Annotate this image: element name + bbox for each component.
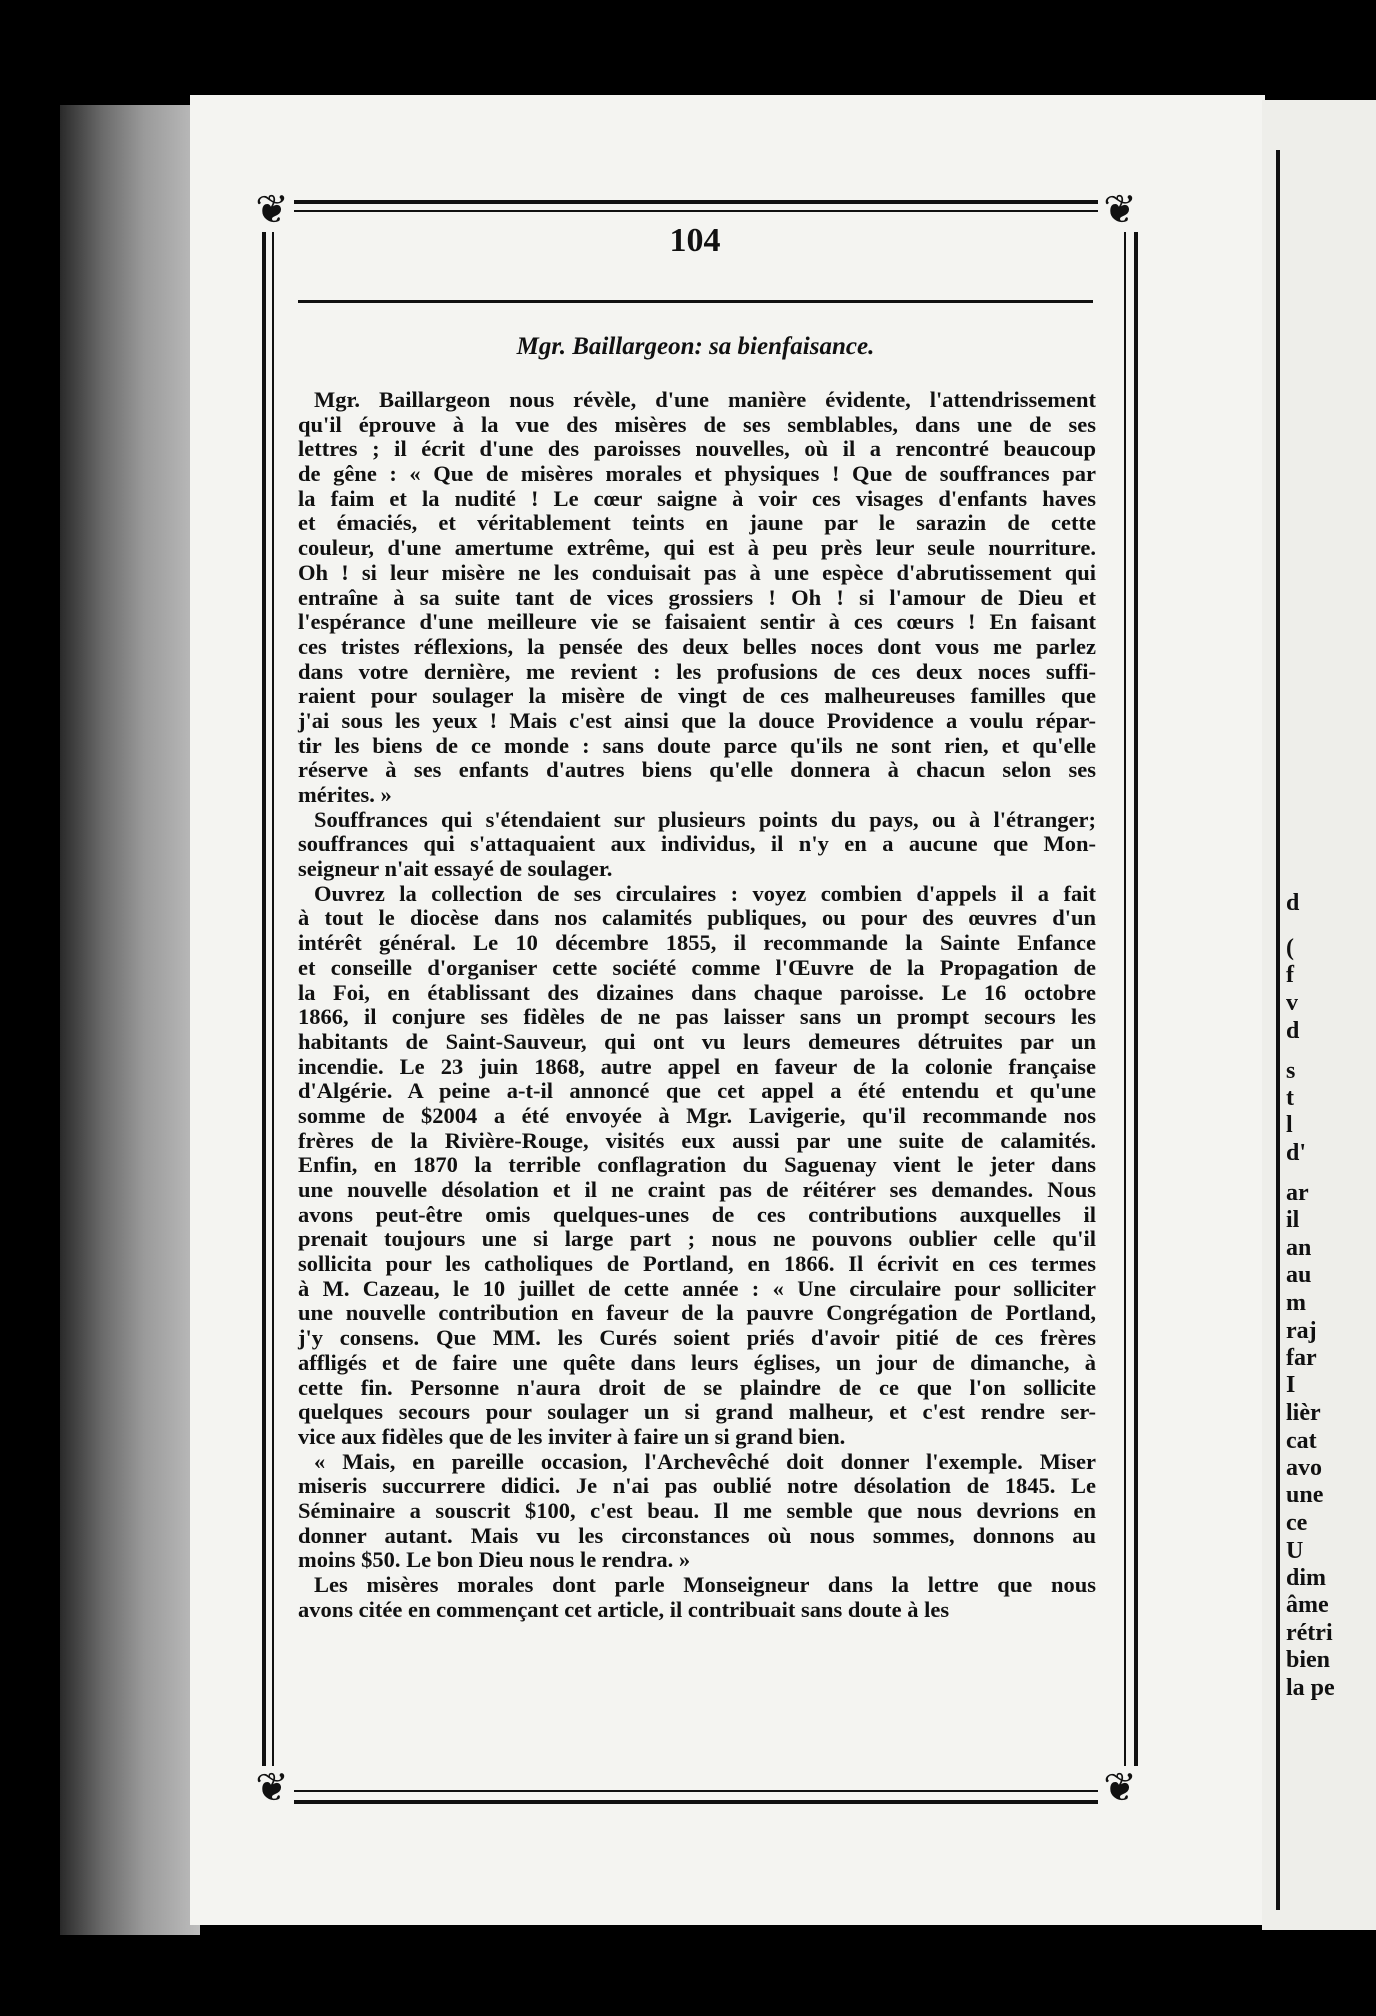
text-line: mérites. » (298, 782, 392, 807)
text-line: Séminaire a souscrit $100, c'est beau. Il me semble que nous devrions en (298, 1497, 1096, 1523)
text-line: la faim et la nudité ! Le cœur saigne à voir ces visages d'enfants haves (298, 485, 1096, 511)
text-line: j'y consens. Que MM. les Curés soient priés d'avoir pitié de ces frères (298, 1325, 1096, 1351)
next-page-text-fragment: s (1286, 1058, 1296, 1084)
text-line: somme de $2004 a été envoyée à Mgr. Lavigerie, qu'il recommande nos (298, 1102, 1096, 1128)
text-line: sollicita pour les catholiques de Portland, en 1866. Il écrivit en ces termes (298, 1251, 1096, 1277)
text-line: tir les biens de ce monde : sans doute parce qu'ils ne sont rien, et qu'elle (298, 732, 1096, 758)
next-page-text-fragment: une (1286, 1482, 1324, 1508)
next-page-text-fragment: U (1286, 1538, 1304, 1564)
text-line: et émaciés, et véritablement teints en jaune par le sarazin de cette (298, 510, 1096, 536)
text-line: couleur, d'une amertume extrême, qui est à peu près leur seule nourriture. (298, 535, 1096, 561)
text-line: une nouvelle contribution en faveur de la pauvre Congrégation de Portland, (298, 1300, 1096, 1326)
text-line: Mgr. Baillargeon nous révèle, d'une manière évidente, l'attendrissement (314, 387, 1096, 412)
next-page-text-fragment: au (1286, 1262, 1312, 1288)
text-line: j'ai sous les yeux ! Mais c'est ainsi que la douce Providence a voulu répar- (298, 707, 1096, 733)
text-line: vice aux fidèles que de les inviter à faire un si grand bien. (298, 1423, 846, 1449)
text-line: intérêt général. Le 10 décembre 1855, il recommande la Sainte Enfance (298, 930, 1096, 956)
text-line: à tout le diocèse dans nos calamités publiques, ou pour des œuvres d'un (298, 905, 1096, 931)
text-line: ces tristes réflexions, la pensée des deux belles noces dont vous me parlez (298, 633, 1096, 659)
text-line: à M. Cazeau, le 10 juillet de cette année : « Une circulaire pour solliciter (298, 1275, 1096, 1301)
text-line: une nouvelle désolation et il ne craint pas de réitérer ses demandes. Nous (298, 1177, 1096, 1202)
corner-ornament-bottom-right: ❦ (1098, 1766, 1142, 1810)
next-page-text-fragment: far (1286, 1345, 1317, 1371)
text-line: dans votre dernière, me revient : les profusions de ces deux noces suffi- (298, 658, 1096, 684)
text-line: affligés et de faire une quête dans leurs églises, un jour de dimanche, à (298, 1349, 1096, 1375)
text-line: l'espérance d'une meilleure vie se faisaient sentir à ces cœurs ! En faisant (298, 609, 1096, 635)
next-page-text-fragment: il (1286, 1207, 1300, 1233)
section-title: Mgr. Baillargeon: sa bienfaisance. (516, 333, 875, 360)
next-page-text-fragment: v (1286, 990, 1298, 1016)
next-page-text-fragment: m (1286, 1290, 1306, 1316)
page-number: 104 (669, 222, 721, 259)
next-page-text-fragment: rétri (1286, 1620, 1333, 1646)
text-line: donner autant. Mais vu les circonstances où nous sommes, donnons au (298, 1522, 1096, 1548)
text-line: la Foi, en établissant des dizaines dans chaque paroisse. Le 16 octobre (298, 979, 1096, 1005)
next-page-text-fragment: avo (1286, 1455, 1322, 1481)
text-line: seigneur n'ait essayé de soulager. (298, 856, 613, 882)
text-line: prenait toujours une si large part ; nous ne pouvons oublier celle qu'il (298, 1226, 1096, 1252)
body-text (298, 388, 1096, 1622)
text-line: moins $50. Le bon Dieu nous le rendra. » (298, 1547, 691, 1573)
next-page-text-fragment: I (1286, 1372, 1296, 1398)
text-line: Les misères morales dont parle Monseigneur dans la lettre que nous (314, 1572, 1096, 1597)
text-line: d'Algérie. A peine a-t-il annoncé que cet appel a été entendu et qu'une (298, 1078, 1096, 1104)
text-line: de gêne : « Que de misères morales et physiques ! Que de souffrances par (298, 461, 1096, 487)
next-page-text-fragment: raj (1286, 1318, 1317, 1344)
text-line: qu'il éprouve à la vue des misères de ses semblables, dans une de ses (298, 411, 1096, 437)
next-page-text-fragment: l (1286, 1112, 1293, 1138)
text-line: habitants de Saint-Sauveur, qui ont vu leurs demeures détruites par un (298, 1028, 1096, 1054)
text-line: miseris succurrere didici. Je n'ai pas oublié notre désolation de 1845. Le (298, 1473, 1096, 1499)
text-line: quelques secours pour soulager un si grand malheur, et c'est rendre ser- (298, 1399, 1096, 1425)
text-line: cette fin. Personne n'aura droit de se plaindre de ce que l'on sollicite (298, 1374, 1096, 1400)
next-page-text-fragment: lièr (1286, 1400, 1321, 1426)
text-line: frères de la Rivière-Rouge, visités eux aussi par une suite de calamités. (298, 1127, 1096, 1153)
text-line: avons citée en commençant cet article, il contribuait sans doute à les (298, 1596, 950, 1622)
next-page-text-fragment: ( (1286, 935, 1294, 961)
text-line: « Mais, en pareille occasion, l'Archevêché doit donner l'exemple. Miser (314, 1448, 1096, 1474)
text-line: Ouvrez la collection de ses circulaires : voyez combien d'appels il a fait (314, 880, 1096, 906)
next-page-text-fragment: bien (1286, 1647, 1331, 1673)
corner-ornament-bottom-left: ❦ (250, 1766, 294, 1810)
header-rule (298, 300, 1093, 303)
next-page-text-fragment: cat (1286, 1428, 1317, 1454)
text-line: Oh ! si leur misère ne les conduisait pas à une espèce d'abrutissement qui (298, 559, 1096, 585)
text-line: Enfin, en 1870 la terrible conflagration du Saguenay vient le jeter dans (298, 1152, 1096, 1178)
next-page-text-fragment: âme (1286, 1592, 1329, 1618)
next-page-text-fragment: ar (1286, 1180, 1309, 1206)
text-line: raient pour soulager la misère de vingt de ces malheureuses familles que (298, 683, 1096, 709)
book-edge (60, 105, 200, 1935)
next-page-text-fragment: d' (1286, 1140, 1307, 1166)
text-line: 1866, il conjure ses fidèles de ne pas laisser sans un prompt secours les (298, 1004, 1096, 1030)
next-page-text-fragment: ce (1286, 1510, 1308, 1536)
corner-ornament-top-right: ❦ (1098, 188, 1142, 232)
next-page-text-fragment: dim (1286, 1565, 1327, 1591)
next-page-text-fragment: d (1286, 890, 1300, 916)
corner-ornament-top-left: ❦ (250, 188, 294, 232)
next-page-text-fragment: la pe (1286, 1675, 1335, 1701)
text-line: souffrances qui s'attaquaient aux individus, il n'y en a aucune que Mon- (298, 831, 1096, 857)
next-page-text-fragment: an (1286, 1235, 1312, 1261)
next-page-edge (1262, 100, 1376, 1930)
next-page-text-fragment: f (1286, 962, 1294, 988)
text-line: entraîne à sa suite tant de vices grossiers ! Oh ! si l'amour de Dieu et (298, 584, 1096, 610)
text-line: lettres ; il écrit d'une des paroisses nouvelles, où il a rencontré beaucoup (298, 436, 1096, 462)
text-line: incendie. Le 23 juin 1868, autre appel en faveur de la colonie française (298, 1053, 1096, 1079)
next-page-text-fragment: d (1286, 1018, 1300, 1044)
next-page-frame-rule (1276, 150, 1280, 1910)
text-line: et conseille d'organiser cette société comme l'Œuvre de la Propagation de (298, 954, 1096, 980)
text-line: réserve à ses enfants d'autres biens qu'elle donnera à chacun selon ses (298, 757, 1096, 783)
text-line: Souffrances qui s'étendaient sur plusieurs points du pays, ou à l'étranger; (314, 806, 1096, 832)
next-page-text-fragment: t (1286, 1085, 1294, 1111)
text-line: avons peut-être omis quelques-unes de ces contributions auxquelles il (298, 1201, 1096, 1227)
